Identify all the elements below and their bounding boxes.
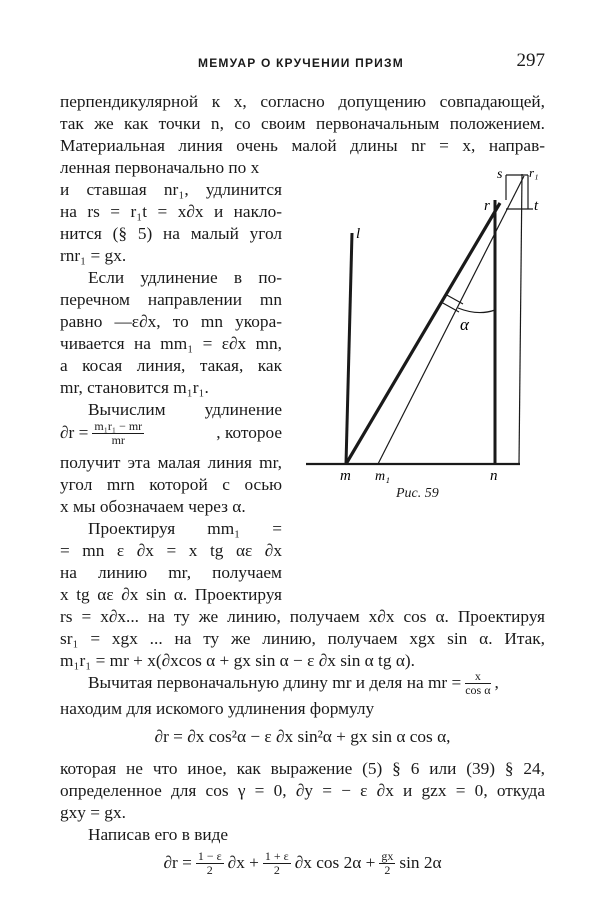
text-line: определенное для cos γ = 0, ∂y = − ε ∂x и gzx = 0, откуда [60,781,545,800]
text-segment: Вычитая первоначальную длину mr и деля на mr = [88,673,462,692]
label-n: n [490,468,498,483]
fraction-denominator: mr [111,432,125,447]
label-t: t [534,198,539,214]
text-line: rs = x∂x... на ту же линию, получаем x∂x cos α. Проектируя [60,607,545,626]
text-line: x мы обозначаем через α. [60,497,246,516]
label-alpha: α [460,315,469,334]
page-number: 297 [516,50,545,71]
equation: ∂r = ∂x cos²α − ε ∂x sin²α + gx sin α cos α, [154,727,451,746]
text-line: Написав его в виде [88,825,229,844]
fraction-denominator: 2 [273,862,280,877]
text-line: m₁r₁ = mr + x(∂xcos α + gx sin α − ε ∂x sin α tg α). [60,651,415,670]
fraction-denominator: 2 [384,862,391,877]
fraction-denominator: cos α [465,682,491,697]
text-line: и ставшая nr₁, удлинится [60,180,282,199]
text-line: ленная первоначально по x [60,158,260,177]
text-line: на линию mr, получаем [60,563,282,582]
text-line: x tg αε ∂x sin α. Проектируя [60,585,282,604]
label-r: r [484,198,490,214]
fraction-rhs: , которое [216,423,282,442]
text-line: равно —ε∂x, то mn укора- [60,312,282,331]
label-m: m [340,468,351,483]
fraction-numerator: 1 − ε [197,848,222,863]
fraction-numerator: x [465,670,490,684]
text-line: получит эта малая линия mr, [60,453,282,472]
text-segment: , [494,673,499,692]
figure-caption: Рис. 59 [396,486,439,501]
eq-part: ∂r = [163,853,192,872]
fraction-line [60,418,282,448]
running-title: МЕМУАР О КРУЧЕНИИ ПРИЗМ [198,56,404,70]
eq-part: ∂x + [227,853,259,872]
text-line: находим для искомого удлинения формулу [60,699,375,718]
text-line: которая не что иное, как выражение (5) § 6 или (39) § 24, [60,759,545,778]
label-l: l [356,226,361,242]
label-s: s [497,167,503,182]
text-line: = mn ε ∂x = x tg αε ∂x [60,541,282,560]
text-line: gxy = gx. [60,803,126,822]
text-line: Если удлинение в по- [88,268,282,287]
text-line: rnr₁ = gx. [60,246,127,265]
line-mr [346,203,500,464]
fraction-numerator: m₁r₁ − mr [94,418,143,433]
figure-59 [300,158,550,513]
fraction-line [60,668,545,698]
text-line: Материальная линия очень малой длины nr = x, направ- [60,136,545,155]
fraction [92,420,144,447]
eq-part: sin 2α [399,853,442,872]
fraction-denominator: 2 [206,862,213,877]
strip-bottom [441,302,459,312]
equation [60,846,545,880]
text-line: на rs = r₁t = x∂x и накло- [60,202,282,221]
label-m1: m₁ [375,469,390,483]
text-line: mr, становится m₁r₁. [60,378,209,397]
fraction-lhs: ∂r = [60,423,89,442]
text-line: Вычислим удлинение [88,400,282,419]
text-line: угол mrn которой с осью [60,475,282,494]
fraction [196,850,224,877]
line-l [346,233,352,464]
page-header [60,50,545,76]
fraction-numerator: gx [381,848,394,863]
figure-diagram [300,158,550,483]
text-line: Проектируя mm₁ = [88,519,282,538]
line-nr1 [519,174,522,464]
fraction [465,670,490,697]
strip-top [445,294,463,304]
angle-arc [458,308,495,313]
text-line: нится (§ 5) на малый угол [60,224,282,243]
text-line: перпендикулярной к x, согласно допущению совпадающей, [60,92,545,111]
text-line: так же как точки n, со своим первоначальным положением. [60,114,545,133]
fraction-numerator: 1 + ε [264,848,289,863]
fraction [379,850,395,877]
eq-part: ∂x cos 2α + [294,853,376,872]
text-line: перечном направлении mn [60,290,282,309]
label-r1: r₁ [529,165,539,180]
line-m1r1 [378,176,524,464]
text-line: sr₁ = xgx ... на ту же линию, получаем xgx sin α. Итак, [60,629,545,648]
text-line: чивается на mm₁ = ε∂x mn, [60,334,282,353]
text-line: а косая линия, такая, как [60,356,282,375]
fraction [263,850,291,877]
